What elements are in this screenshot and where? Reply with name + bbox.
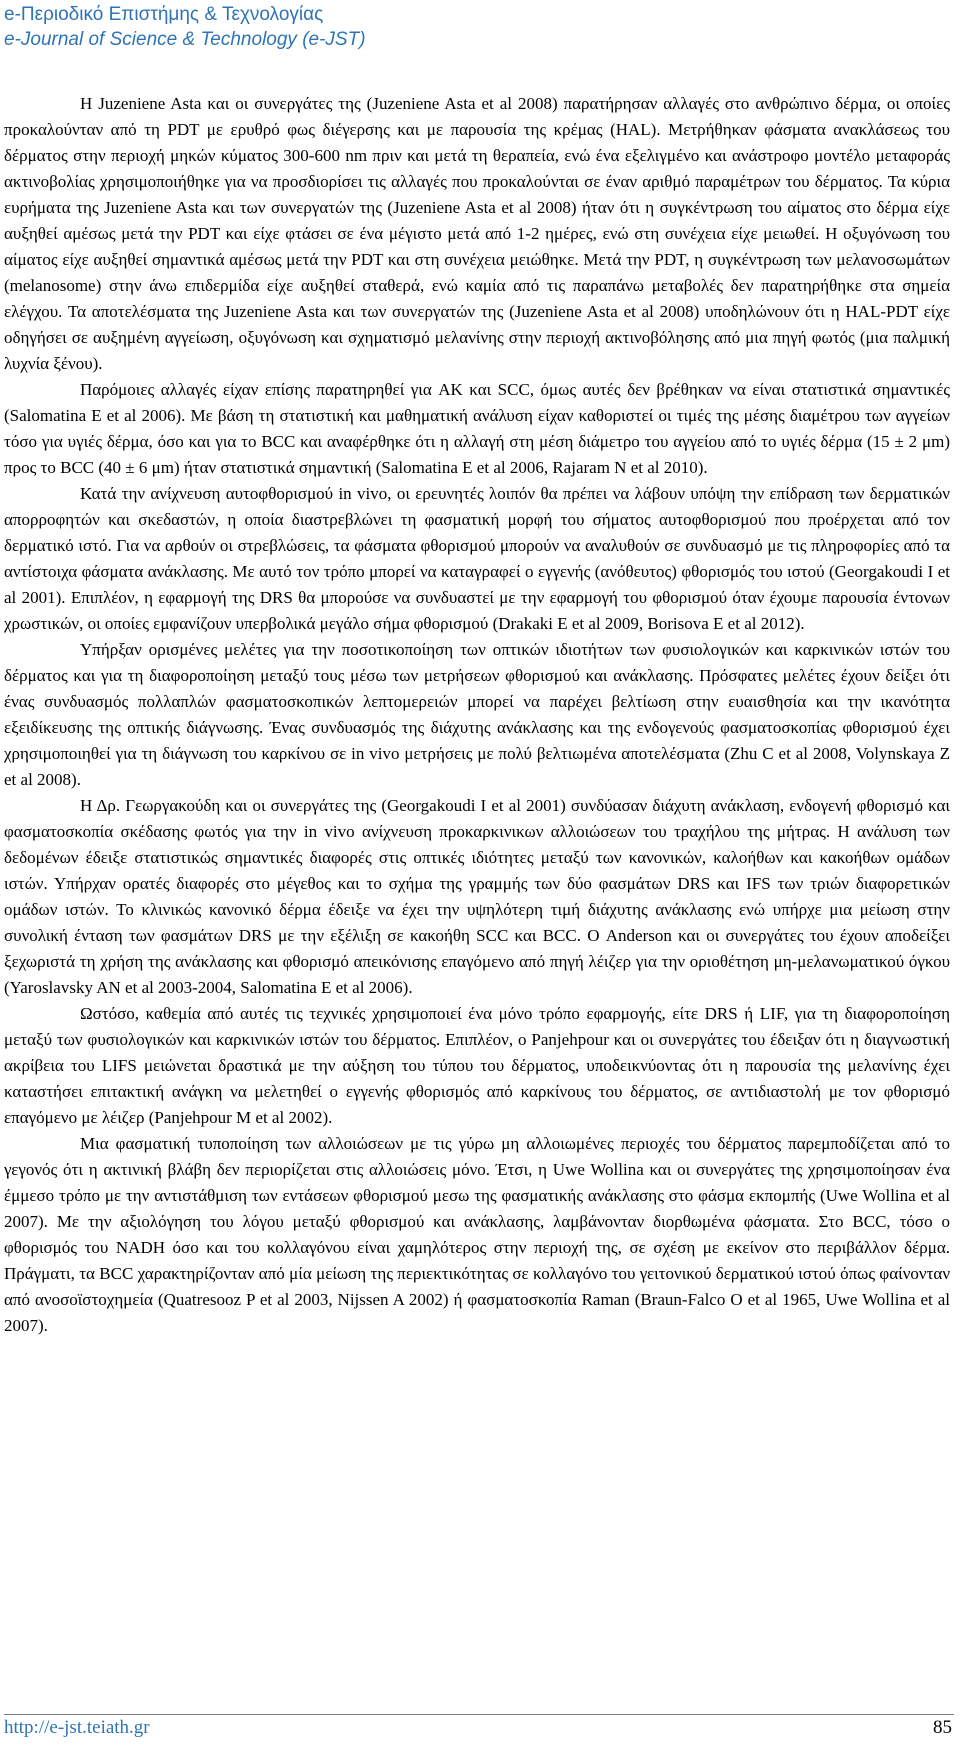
paragraph: Κατά την ανίχνευση αυτοφθορισμού in vivo, οι ερευνητές λοιπόν θα πρέπει να λάβουν υπόψη την επίδραση των δερματικών απορροφητών και σκεδαστών, η οποία διαστρεβλώνει τη φασματική μορφή του σήματος αυτοφθορισμού που προέρχεται από τον δερματικό ιστό. Για να αρθούν οι στρεβλώσεις, τα φάσματα φθορισμού μπορούν να αναλυθούν σε συνδυασμό με τις πληροφορίες από τα αντίστοιχα φάσματα ανάκλασης. Με αυτό τον τρόπο μπορεί να καταγραφεί ο εγγενής (ανόθευτος) φθορισμός του ιστού (Georgakoudi I et al 2001). Επιπλέον, η εφαρμογή της DRS θα μπορούσε να συνδυαστεί με την εφαρμογή του φθορισμού όταν έχουμε παρουσία έντονων χρωστικών, οι οποίες εμφανίζουν υπερβολικά μεγάλο σήμα φθορισμού (Drakaki E et al 2009, Borisova E et al 2012). [4,484,950,633]
journal-title-english: e-Journal of Science & Technology (e-JST) [4,29,366,50]
paragraph: Ωστόσο, καθεμία από αυτές τις τεχνικές χρησιμοποιεί ένα μόνο τρόπο εφαρμογής, είτε DRS ή LIF, για τη διαφοροποίηση μεταξύ των φυσιολογικών και καρκινικών ιστών του δέρματος. Επιπλέον, ο Panjehpour και οι συνεργάτες του έδειξαν ότι η διαγνωστική ακρίβεια του LIFS μειώνεται δραστικά με την αύξηση του τύπου του δέρματος, υποδεικνύοντας ότι η παρουσία της μελανίνης έχει καταστήσει επιτακτική ανάγκη να μελετηθεί ο εγγενής φθορισμός από καρκίνους του δέρματος, σε αντιδιαστολή με τον φθορισμό επαγόμενο με λέιζερ (Panjehpour M et al 2002). [4,1004,950,1127]
journal-header [4,2,366,52]
paragraph: Η Juzeniene Asta και οι συνεργάτες της (Juzeniene Asta et al 2008) παρατήρησαν αλλαγές στο ανθρώπινο δέρμα, οι οποίες προκαλούνταν από τη PDT με ερυθρό φως διέγερσης και με παρουσία της κρέμας (HAL). Μετρήθηκαν φάσματα ανακλάσεως του δέρματος στην περιοχή μηκών κύματος 300-600 nm πριν και μετά τη θεραπεία, ενώ ένα εξελιγμένο και ανάστροφο μοντέλο μεταφοράς ακτινοβολίας χρησιμοποιήθηκε για να προσδιορίσει τις αλλαγές που προκαλούνται σε έναν αριθμό παραμέτρων του δέρματος. Τα κύρια ευρήματα της Juzeniene Asta και των συνεργατών της (Juzeniene Asta et al 2008) ήταν ότι η συγκέντρωση του αίματος στο δέρμα είχε αυξηθεί αμέσως μετά την PDT και είχε φτάσει σε ένα μέγιστο μετά από 1-2 ημέρες, ενώ στη συνέχεια είχε μειωθεί. Η οξυγόνωση του αίματος είχε αυξηθεί σημαντικά αμέσως μετά την PDT και στη συνέχεια μειώθηκε. Μετά την PDT, η συγκέντρωση των μελανοσωμάτων (melanosome) στην άνω επιδερμίδα είχε αυξηθεί σταθερά, ενώ καμία από τις παραπάνω μεταβολές δεν παρατηρήθηκε στα σημεία ελέγχου. Τα αποτελέσματα της Juzeniene Asta και των συνεργατών της (Juzeniene Asta et al 2008) υποδηλώνουν ότι η HAL-PDT είχε οδηγήσει σε αυξημένη αγγείωση, οξυγόνωση και σχηματισμό μελανίνης στην περιοχή ακτινοβόλησης από μια πηγή φωτός (μια παλμική λυχνία ξένου). [4,94,950,373]
article-body [4,91,950,1339]
paragraph: Παρόμοιες αλλαγές είχαν επίσης παρατηρηθεί για AK και SCC, όμως αυτές δεν βρέθηκαν να είναι στατιστικά σημαντικές (Salomatina E et al 2006). Με βάση τη στατιστική και μαθηματική ανάλυση είχαν καθοριστεί οι τιμές της μέσης διαμέτρου των αγγείων τόσο για υγιές δέρμα, όσο και για το BCC και αναφέρθηκε ότι η αλλαγή στη μέση διάμετρο του αγγείου από το υγιές δέρμα (15 ± 2 μm) προς το BCC (40 ± 6 μm) ήταν στατιστικά σημαντική (Salomatina E et al 2006, Rajaram N et al 2010). [4,380,950,477]
page-number: 85 [933,1717,952,1738]
paragraph: Υπήρξαν ορισμένες μελέτες για την ποσοτικοποίηση των οπτικών ιδιοτήτων των φυσιολογικών και καρκινικών ιστών του δέρματος και για τη διαφοροποίηση μεταξύ τους μέσω των μετρήσεων φθορισμού και ανάκλασης. Πρόσφατες μελέτες έχουν δείξει ότι ένας συνδυασμός πολλαπλών φασματοσκοπικών λεπτομερειών μπορεί να παρέχει βελτίωση στην ευαισθησία και την ικανότητα εξειδίκευσης της οπτικής διάγνωσης. Ένας συνδυασμός της διάχυτης ανάκλασης και της ενδογενούς φασματοσκοπίας φθορισμού έχει χρησιμοποιηθεί για τη διάγνωση του καρκίνου σε in vivo μετρήσεις με πολύ βελτιωμένα αποτελέσματα (Zhu C et al 2008, Volynskaya Z et al 2008). [4,640,950,789]
footer-link[interactable]: http://e-jst.teiath.gr [4,1717,150,1738]
paragraph: Η Δρ. Γεωργακούδη και οι συνεργάτες της (Georgakoudi I et al 2001) συνδύασαν διάχυτη ανάκλαση, ενδογενή φθορισμό και φασματοσκοπία σκέδασης φωτός για την in vivo ανίχνευση προκαρκινικων αλλοιώσεων του τραχήλου της μήτρας. Η ανάλυση των δεδομένων έδειξε στατιστικώς σημαντικές διαφορές στις οπτικές ιδιότητες μεταξύ των κανονικών, καλοήθων και κακοήθων ομάδων ιστών. Υπήρχαν ορατές διαφορές στο μέγεθος και το σχήμα της γραμμής των δύο φασμάτων DRS και IFS των τριών διαφορετικών ομάδων ιστών. Το κλινικώς κανονικό δέρμα έδειξε να έχει την υψηλότερη τιμή διάχυτης ανάκλασης ενώ υπήρχε μια μείωση στην συνολική ένταση των φασμάτων DRS με την εξέλιξη σε κακοήθη SCC και BCC. Ο Anderson και οι συνεργάτες του έχουν αποδείξει ξεχωριστά τη χρήση της ανάκλασης και φθορισμό απεικόνισης επαγόμενο από πηγή λέιζερ για την οριοθέτηση μη-μελανωματικού όγκου (Yaroslavsky AN et al 2003-2004, Salomatina E et al 2006). [4,796,950,997]
journal-title-greek: e-Περιοδικό Επιστήμης & Τεχνολογίας [4,4,324,25]
paragraph: Μια φασματική τυποποίηση των αλλοιώσεων με τις γύρω μη αλλοιωμένες περιοχές του δέρματος παρεμποδίζεται από το γεγονός ότι η ακτινική βλάβη δεν περιορίζεται στις αλλοιώσεις μόνο. Έτσι, η Uwe Wollina και οι συνεργάτες της χρησιμοποίησαν ένα έμμεσο τρόπο με την αντιστάθμιση των εντάσεων φθορισμού μεσω της φασματικής ανάκλασης στο φάσμα εκπομπής (Uwe Wollina et al 2007). Με την αξιολόγηση του λόγου μεταξύ φθορισμού και ανάκλασης, λαμβάνονταν διορθωμένα φάσματα. Στο BCC, τόσο ο φθορισμός του NADH όσο και του κολλαγόνου είναι χαμηλότερος στην περιοχή της, σε σχέση με εκείνον στο περιβάλλον δέρμα. Πράγματι, τα BCC χαρακτηρίζονταν από μία μείωση της περιεκτικότητας σε κολλαγόνο του γειτονικού δερματικού ιστού όπως φαίνονταν από ανοσοϊστοχημεία (Quatresooz P et al 2003, Nijssen A 2002) ή φασματοσκοπία Raman (Braun-Falco O et al 1965, Uwe Wollina et al 2007). [4,1134,950,1335]
footer-divider [4,1714,954,1715]
